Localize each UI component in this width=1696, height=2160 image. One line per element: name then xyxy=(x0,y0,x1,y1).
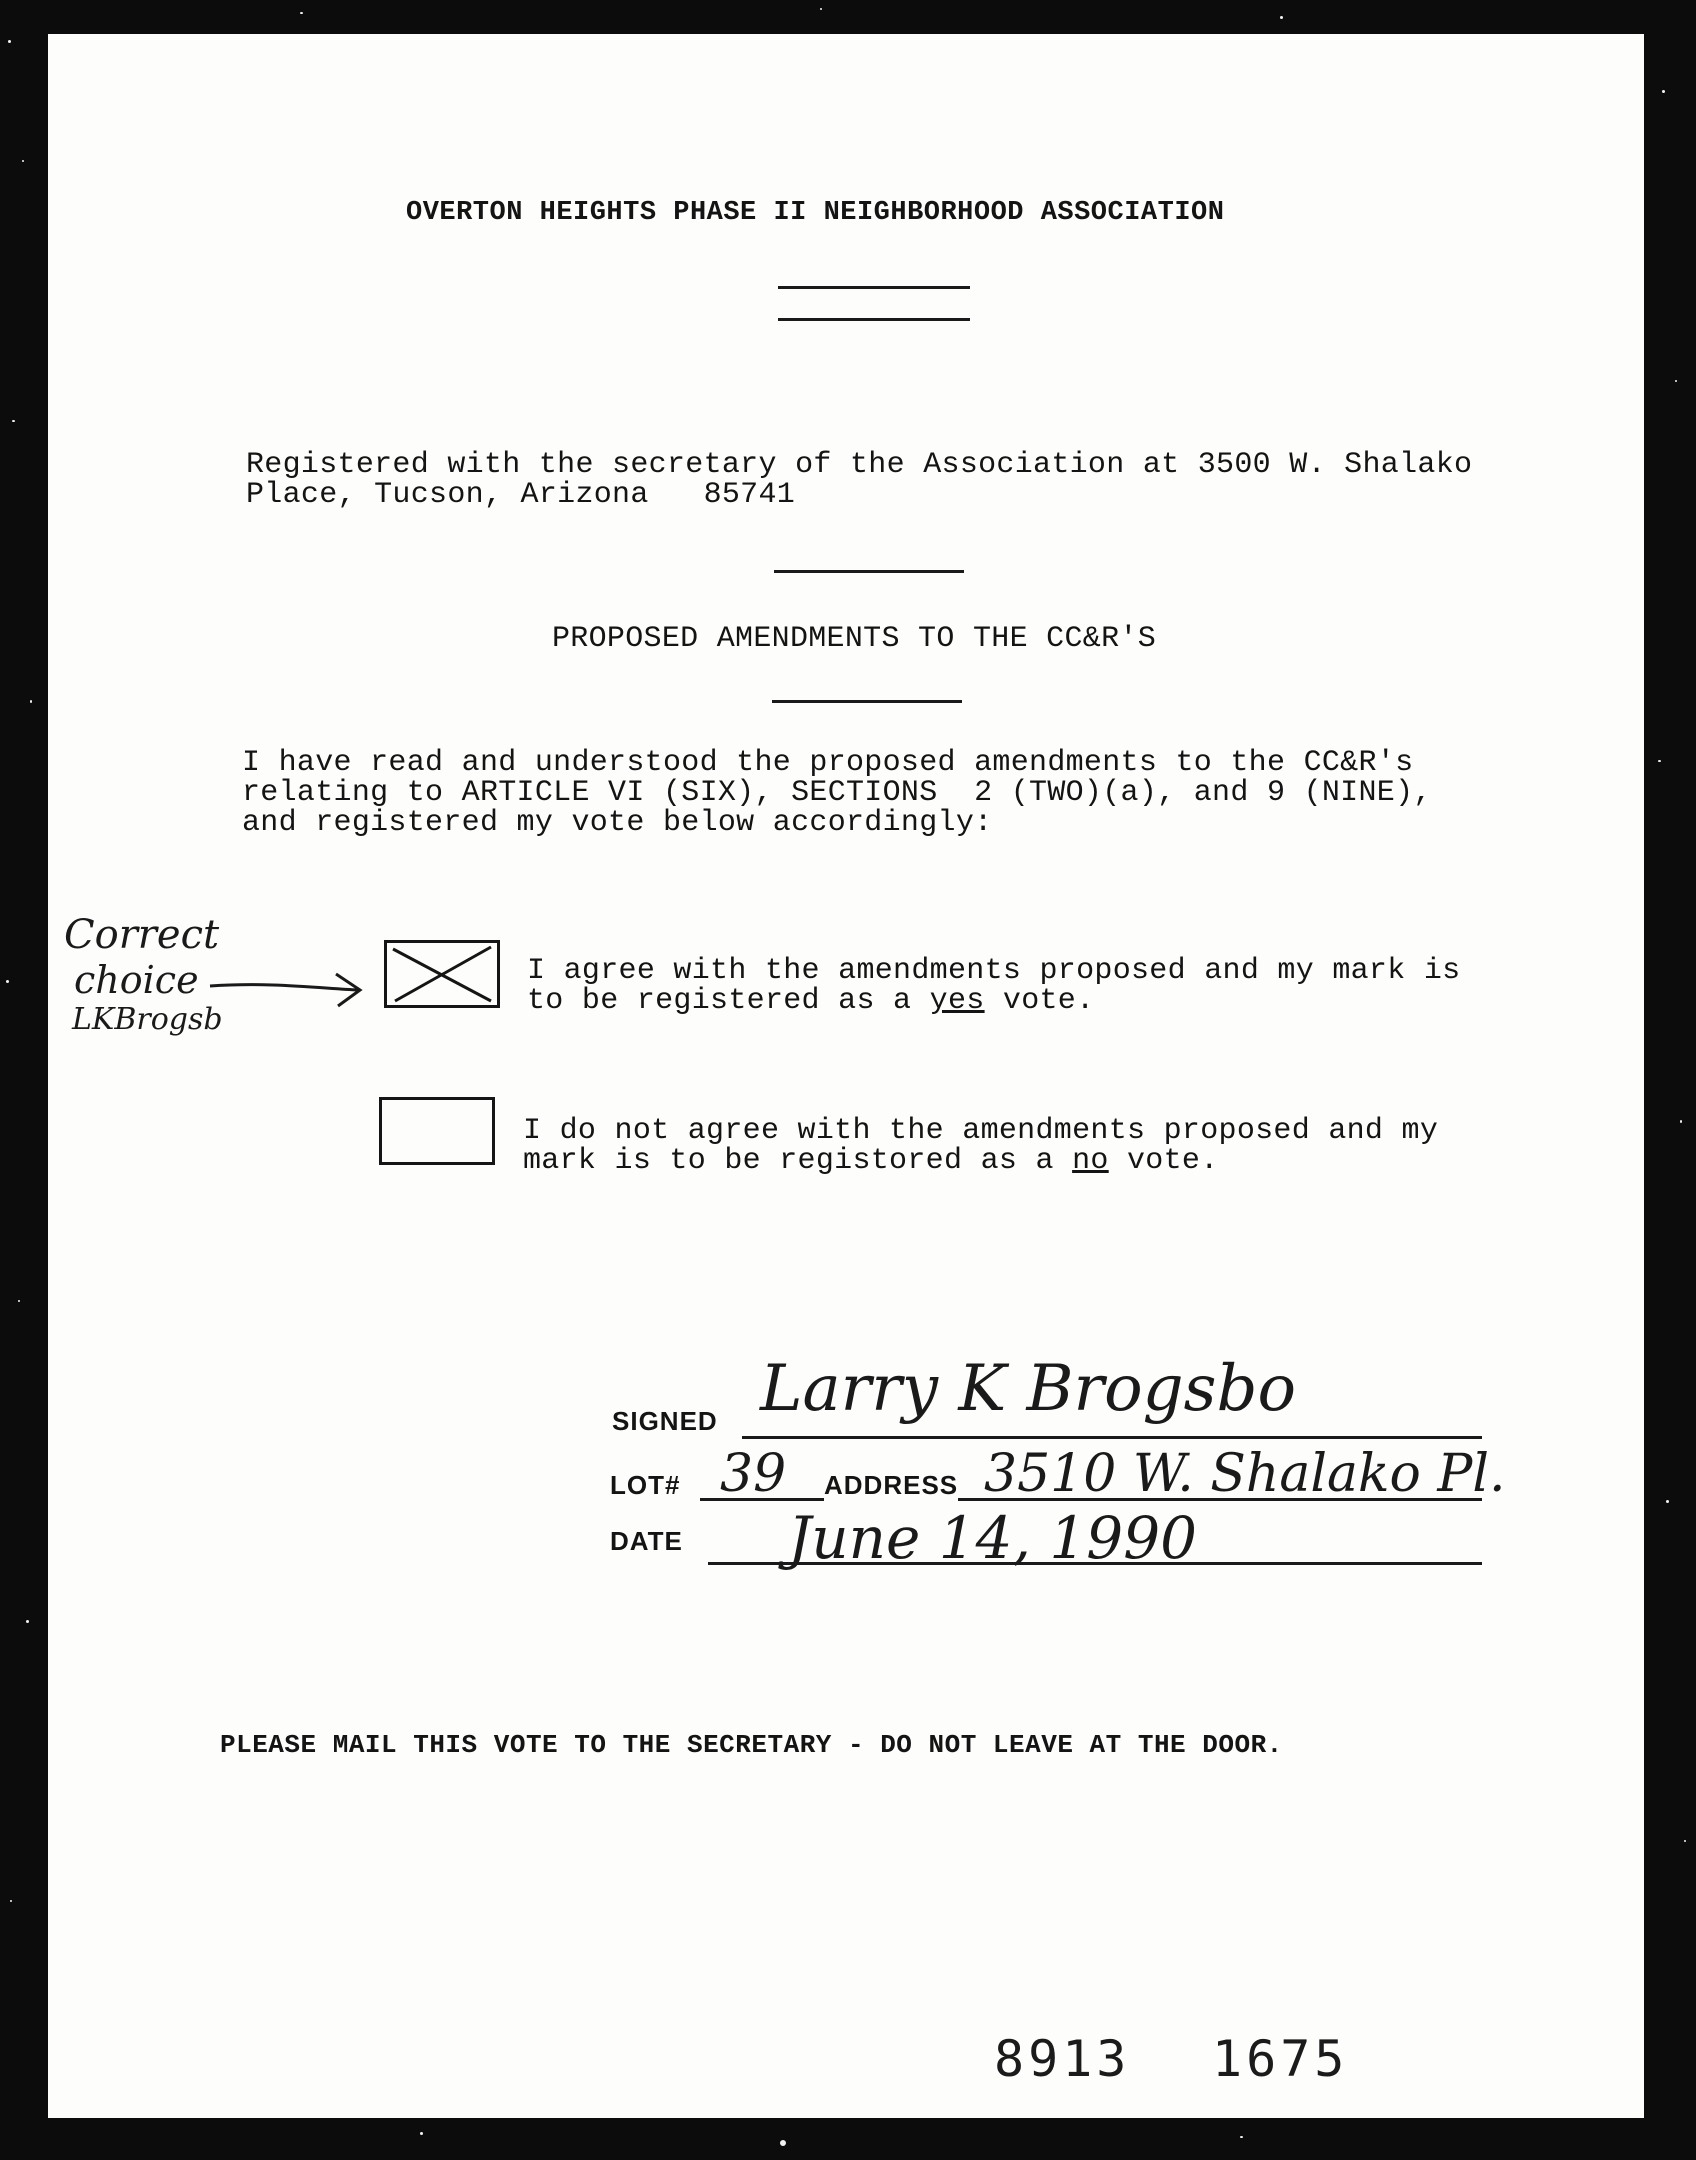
arrow-right-icon xyxy=(208,964,368,1014)
yes-option-line-1: I agree with the amendments proposed and my mark is xyxy=(527,954,1461,988)
scan-speck xyxy=(780,2140,786,2146)
no-emphasis: no xyxy=(1072,1144,1109,1178)
scan-speck xyxy=(8,40,11,43)
scan-speck xyxy=(1684,1840,1686,1842)
yes-option-line-2 xyxy=(527,986,1094,1016)
margin-note-initials: LKBrogsb xyxy=(72,1002,223,1037)
yes-vote-checkbox[interactable] xyxy=(384,940,500,1008)
scan-speck xyxy=(26,1620,29,1623)
margin-note-line-1: Correct xyxy=(64,912,220,958)
divider-line xyxy=(778,318,970,321)
scan-speck xyxy=(820,8,822,10)
date-field[interactable]: June 14, 1990 xyxy=(788,1504,1198,1572)
margin-note-line-2: choice xyxy=(74,958,199,1002)
statement-line-2: relating to ARTICLE VI (SIX), SECTIONS 2 (TWO)(a), and 9 (NINE), xyxy=(242,776,1432,810)
lot-number-field[interactable]: 39 xyxy=(720,1444,787,1504)
document-title: OVERTON HEIGHTS PHASE II NEIGHBORHOOD ASSOCIATION xyxy=(406,198,1225,228)
scan-speck xyxy=(1280,16,1283,19)
document-number-b: 1675 xyxy=(1212,2030,1349,2088)
signed-label: SIGNED xyxy=(612,1406,718,1436)
scan-speck xyxy=(1675,380,1677,382)
scan-speck xyxy=(6,980,9,983)
divider-line xyxy=(778,286,970,289)
scan-speck xyxy=(10,1900,12,1902)
no-option-line-2 xyxy=(523,1146,1219,1176)
no-option-line-1: I do not agree with the amendments proposed and my xyxy=(523,1114,1439,1148)
check-x-mark-icon xyxy=(387,943,497,1005)
mailing-instruction: PLEASE MAIL THIS VOTE TO THE SECRETARY - DO NOT LEAVE AT THE DOOR. xyxy=(220,1730,1283,1760)
date-label: DATE xyxy=(610,1526,683,1556)
registration-line-1: Registered with the secretary of the Association at 3500 W. Shalako xyxy=(246,448,1473,482)
registration-line-2: Place, Tucson, Arizona 85741 xyxy=(246,478,796,512)
yes-option-text-end: vote. xyxy=(984,984,1095,1018)
scan-speck xyxy=(12,420,15,422)
scan-speck xyxy=(300,12,303,14)
no-vote-checkbox[interactable] xyxy=(379,1097,495,1165)
scan-speck xyxy=(1240,2136,1243,2138)
scan-speck xyxy=(1680,1120,1682,1123)
divider-line xyxy=(774,570,964,573)
document-page xyxy=(48,34,1644,2118)
scan-speck xyxy=(1666,1500,1669,1503)
signature-field[interactable]: Larry K Brogsbo xyxy=(760,1352,1296,1426)
statement-line-3: and registered my vote below accordingly: xyxy=(242,806,993,840)
amendments-subtitle: PROPOSED AMENDMENTS TO THE CC&R'S xyxy=(552,622,1156,656)
divider-line xyxy=(772,700,962,703)
address-field[interactable]: 3510 W. Shalako Pl. xyxy=(984,1444,1506,1504)
scan-speck xyxy=(1662,90,1665,93)
document-number-a: 8913 xyxy=(994,2030,1131,2088)
yes-emphasis: yes xyxy=(929,984,985,1018)
scan-speck xyxy=(30,700,32,703)
scan-speck xyxy=(18,1300,20,1302)
statement-line-1: I have read and understood the proposed amendments to the CC&R's xyxy=(242,746,1414,780)
no-option-text: mark is to be registored as a xyxy=(523,1144,1073,1178)
yes-option-text: to be registered as a xyxy=(527,984,930,1018)
lot-label: LOT# xyxy=(610,1470,681,1500)
scan-speck xyxy=(420,2132,423,2135)
no-option-text-end: vote. xyxy=(1108,1144,1219,1178)
address-label: ADDRESS xyxy=(824,1470,959,1500)
scan-speck xyxy=(22,160,24,162)
scan-speck xyxy=(1658,760,1661,762)
signed-line xyxy=(742,1436,1482,1439)
